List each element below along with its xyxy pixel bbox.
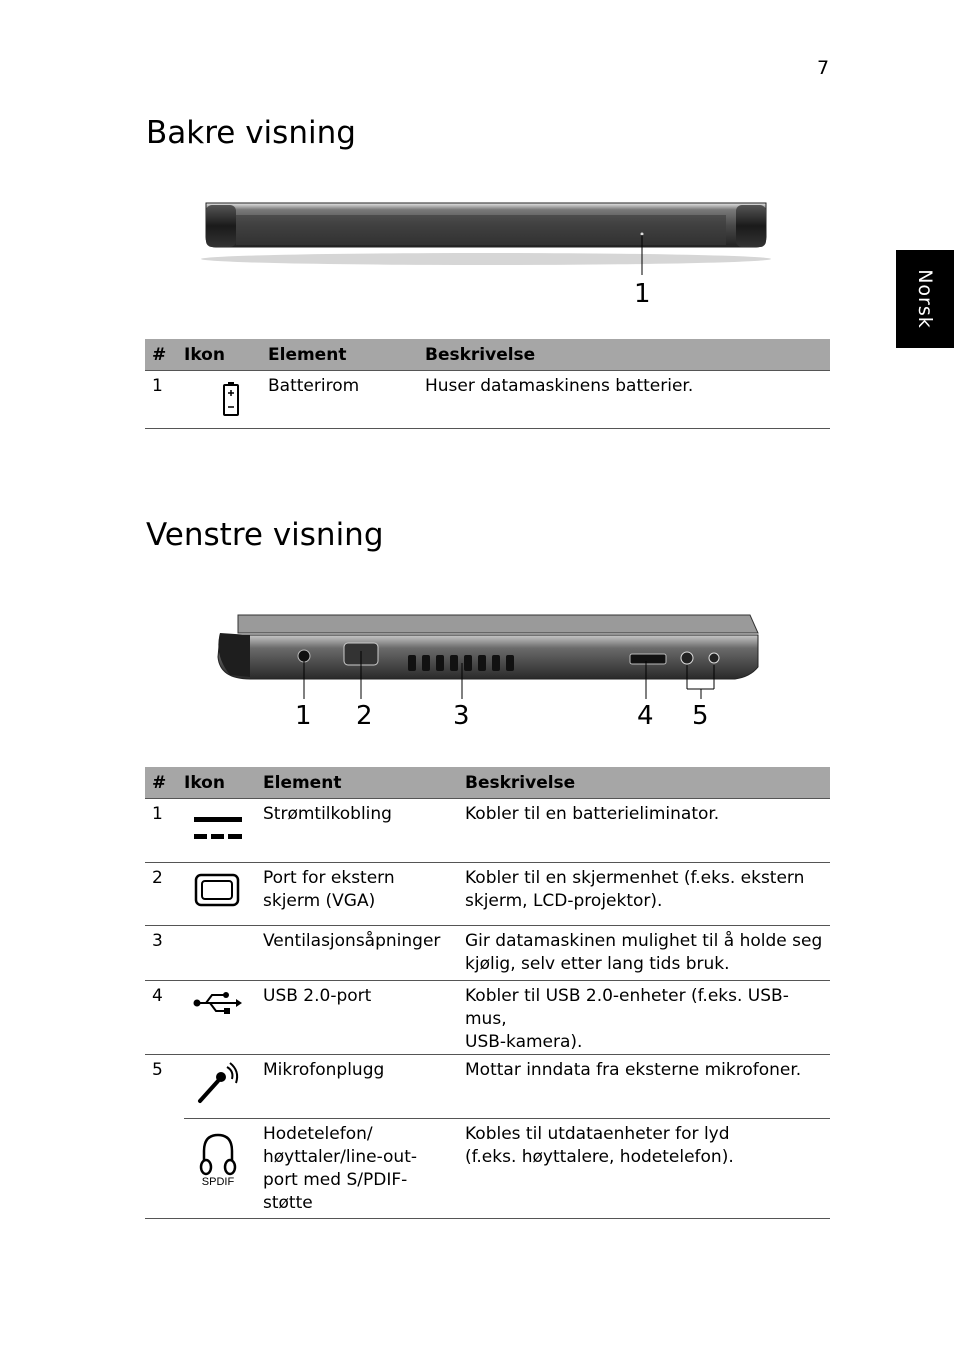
left-callout-5: 5: [692, 701, 709, 731]
row-description: Mottar inndata fra eksterne mikrofoner.: [465, 1055, 830, 1119]
header-description: Beskrivelse: [425, 339, 830, 371]
table-row: [145, 926, 830, 981]
left-view-title: Venstre visning: [146, 517, 384, 553]
row-description: [465, 926, 830, 981]
headphone-spdif-icon: [194, 1131, 242, 1189]
shadow: [201, 253, 771, 265]
row-description: [465, 981, 830, 1055]
row-number: [145, 1119, 184, 1219]
left-hinge: [206, 205, 236, 247]
row-number: 2: [145, 863, 184, 926]
header-element: Element: [263, 767, 465, 799]
rear-view-illustration: [196, 195, 781, 315]
row-number: 3: [145, 926, 184, 981]
left-view-illustration: [210, 605, 770, 705]
row-icon-cell: [184, 926, 263, 981]
element-line: støtte: [263, 1193, 313, 1213]
table-row: [145, 863, 830, 926]
row-description: Huser datamaskinens batterier.: [425, 371, 830, 429]
description-line: (f.eks. høyttalere, hodetelefon).: [465, 1147, 734, 1167]
right-hinge: [736, 205, 766, 247]
spdif-label: SPDIF: [201, 1176, 235, 1188]
rear-view-title: Bakre visning: [146, 115, 356, 151]
row-element: Mikrofonplugg: [263, 1055, 465, 1119]
element-line: Port for ekstern: [263, 868, 395, 888]
row-element: [263, 863, 465, 926]
table-row: [145, 1055, 830, 1119]
left-callout-3: 3: [453, 701, 470, 731]
row-number: 5: [152, 1060, 163, 1080]
usb-port: [630, 654, 666, 664]
battery-bay: [236, 215, 726, 245]
mic-jack: [681, 652, 693, 664]
description-line: kjølig, selv etter lang tids bruk.: [465, 954, 730, 974]
row-number: 1: [145, 799, 184, 863]
description-line: Kobler til USB 2.0-enheter (f.eks. USB-mus,: [465, 986, 789, 1029]
header-number: #: [145, 767, 184, 799]
row-description: [465, 1119, 830, 1219]
headphone-jack: [709, 653, 719, 663]
usb-icon: [192, 989, 244, 1017]
description-line: Gir datamaskinen mulighet til å holde seg: [465, 931, 823, 951]
table-header-row: [145, 339, 830, 371]
description-line: USB-kamera).: [465, 1032, 583, 1052]
row-element: USB 2.0-port: [263, 981, 465, 1055]
language-tab-label: Norsk: [914, 269, 936, 329]
left-callout-1: 1: [295, 701, 312, 731]
vga-monitor-icon: [194, 873, 240, 909]
row-element: [263, 1119, 465, 1219]
left-callout-2: 2: [356, 701, 373, 731]
microphone-icon: [194, 1061, 242, 1105]
table-row: [145, 1119, 830, 1219]
description-line: Kobles til utdataenheter for lyd: [465, 1124, 730, 1144]
row-icon-cell: [184, 371, 268, 429]
language-tab: [896, 250, 954, 348]
row-description: Kobler til en batterieliminator.: [465, 799, 830, 863]
page-number: 7: [817, 57, 830, 79]
header-number: #: [145, 339, 184, 371]
row-description: [465, 863, 830, 926]
header-element: Element: [268, 339, 425, 371]
row-icon-cell: [184, 1055, 263, 1119]
row-element: Batterirom: [268, 371, 425, 429]
description-line: skjerm, LCD-projektor).: [465, 891, 663, 911]
row-number: 4: [145, 981, 184, 1055]
header-description: Beskrivelse: [465, 767, 830, 799]
laptop-lid: [238, 615, 758, 633]
left-view-table: [145, 767, 830, 1219]
battery-icon: [222, 381, 242, 417]
element-line: skjerm (VGA): [263, 891, 376, 911]
row-element: Ventilasjonsåpninger: [263, 926, 465, 981]
rear-callout-1: 1: [634, 279, 651, 309]
row-element: Strømtilkobling: [263, 799, 465, 863]
header-icon: Ikon: [184, 767, 263, 799]
row-icon-cell: [184, 981, 263, 1055]
rear-view-table: [145, 339, 830, 429]
table-header-row: [145, 767, 830, 799]
row-icon-cell: [184, 863, 263, 926]
element-line: Hodetelefon/: [263, 1124, 373, 1144]
table-row: [145, 799, 830, 863]
row-icon-cell: [184, 799, 263, 863]
row-icon-cell: [184, 1119, 263, 1219]
table-row: [145, 371, 830, 429]
left-callout-4: 4: [637, 701, 654, 731]
row-number: 1: [145, 371, 184, 429]
dc-power-icon: [192, 815, 244, 843]
element-line: høyttaler/line-out-: [263, 1147, 417, 1167]
table-row: [145, 981, 830, 1055]
element-line: port med S/PDIF-: [263, 1170, 408, 1190]
description-line: Kobler til en skjermenhet (f.eks. ekstern: [465, 868, 805, 888]
dc-in-port: [298, 650, 310, 662]
header-icon: Ikon: [184, 339, 268, 371]
